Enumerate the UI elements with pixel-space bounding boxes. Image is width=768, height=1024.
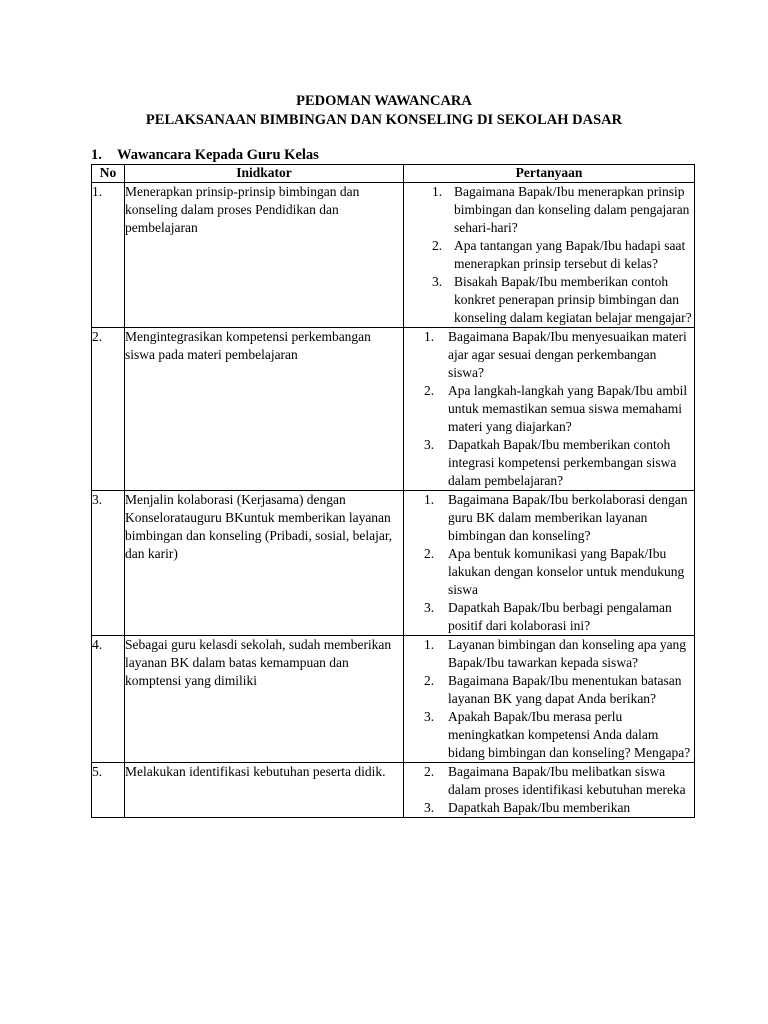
question-item <box>404 545 694 599</box>
section-title: Wawancara Kepada Guru Kelas <box>117 147 319 163</box>
question-number: 2. <box>424 764 435 779</box>
table-row <box>92 183 695 328</box>
question-number: 2. <box>424 673 435 688</box>
question-text: Bisakah Bapak/Ibu memberikan contoh konkret penerapan prinsip bimbingan dan konseling dalam kegiatan belajar mengajar? <box>454 274 692 325</box>
header-indikator: Inidkator <box>125 165 404 183</box>
question-text: Layanan bimbingan dan konseling apa yang Bapak/Ibu tawarkan kepada siswa? <box>448 637 687 670</box>
question-number: 3. <box>424 437 435 452</box>
question-item <box>404 672 694 708</box>
question-number: 2. <box>424 383 435 398</box>
question-item <box>404 237 694 273</box>
document-title: PEDOMAN WAWANCARA <box>296 93 472 109</box>
question-number: 1. <box>424 329 435 344</box>
question-text: Bagaimana Bapak/Ibu menyesuaikan materi ajar agar sesuai dengan perkembangan siswa? <box>448 329 687 380</box>
question-text: Apakah Bapak/Ibu merasa perlu meningkatkan kompetensi Anda dalam bidang bimbingan dan konseling? Mengapa? <box>448 709 691 760</box>
question-item <box>404 799 694 817</box>
question-number: 3. <box>424 600 435 615</box>
question-item <box>404 436 694 490</box>
question-text: Bagaimana Bapak/Ibu menentukan batasan layanan BK yang dapat Anda berikan? <box>448 673 682 706</box>
document-subtitle: PELAKSANAAN BIMBINGAN DAN KONSELING DI SEKOLAH DASAR <box>145 112 623 128</box>
question-item <box>404 599 694 635</box>
row-number: 4. <box>92 636 125 763</box>
question-list <box>404 491 694 635</box>
questions-cell <box>404 636 695 763</box>
question-number: 3. <box>424 800 435 815</box>
question-text: Dapatkah Bapak/Ibu berbagi pengalaman positif dari kolaborasi ini? <box>448 600 672 633</box>
question-number: 1. <box>424 637 435 652</box>
table-row <box>92 491 695 636</box>
question-number: 3. <box>424 709 435 724</box>
table-row <box>92 636 695 763</box>
question-number: 1. <box>432 184 443 199</box>
table-row <box>92 763 695 818</box>
question-item <box>404 183 694 237</box>
indikator-text: Menerapkan prinsip-prinsip bimbingan dan konseling dalam proses Pendidikan dan pembelajaran <box>125 183 404 328</box>
question-text: Bagaimana Bapak/Ibu melibatkan siswa dalam proses identifikasi kebutuhan mereka <box>448 764 686 797</box>
header-pertanyaan: Pertanyaan <box>404 165 695 183</box>
question-item <box>404 708 694 762</box>
indikator-text: Mengintegrasikan kompetensi perkembangan siswa pada materi pembelajaran <box>125 328 404 491</box>
section-heading <box>91 146 319 164</box>
question-list <box>404 636 694 762</box>
question-number: 1. <box>424 492 435 507</box>
question-item <box>404 382 694 436</box>
indikator-text: Menjalin kolaborasi (Kerjasama) dengan Konseloratauguru BKuntuk memberikan layanan bimbingan dan konseling (Pribadi, sosial, belajar, dan karir) <box>125 491 404 636</box>
question-text: Apa tantangan yang Bapak/Ibu hadapi saat menerapkan prinsip tersebut di kelas? <box>454 238 686 271</box>
indikator-text: Sebagai guru kelasdi sekolah, sudah memberikan layanan BK dalam batas kemampuan dan komptensi yang dimiliki <box>125 636 404 763</box>
question-list <box>404 763 694 817</box>
row-number: 3. <box>92 491 125 636</box>
question-number: 3. <box>432 274 443 289</box>
questions-cell <box>404 328 695 491</box>
section-number: 1. <box>91 147 102 163</box>
question-number: 2. <box>432 238 443 253</box>
row-number: 1. <box>92 183 125 328</box>
question-text: Apa bentuk komunikasi yang Bapak/Ibu lakukan dengan konselor untuk mendukung siswa <box>448 546 685 597</box>
indikator-text: Melakukan identifikasi kebutuhan peserta didik. <box>125 763 404 818</box>
header-no: No <box>92 165 125 183</box>
question-item <box>404 763 694 799</box>
question-item <box>404 328 694 382</box>
question-number: 2. <box>424 546 435 561</box>
question-item <box>404 273 694 327</box>
row-number: 2. <box>92 328 125 491</box>
interview-table <box>91 164 695 818</box>
question-item <box>404 636 694 672</box>
question-list <box>404 183 694 327</box>
question-text: Bagaimana Bapak/Ibu menerapkan prinsip bimbingan dan konseling dalam pengajaran sehari-hari? <box>454 184 690 235</box>
questions-cell <box>404 763 695 818</box>
question-text: Dapatkah Bapak/Ibu memberikan contoh integrasi kompetensi perkembangan siswa dalam pembelajaran? <box>448 437 677 488</box>
questions-cell <box>404 491 695 636</box>
row-number: 5. <box>92 763 125 818</box>
table-row <box>92 328 695 491</box>
table-header-row <box>92 165 695 183</box>
questions-cell <box>404 183 695 328</box>
question-text: Bagaimana Bapak/Ibu berkolaborasi dengan guru BK dalam memberikan layanan bimbingan dan konseling? <box>448 492 688 543</box>
question-text: Apa langkah-langkah yang Bapak/Ibu ambil untuk memastikan semua siswa memahami materi yang diajarkan? <box>448 383 688 434</box>
question-list <box>404 328 694 490</box>
question-item <box>404 491 694 545</box>
question-text: Dapatkah Bapak/Ibu memberikan <box>448 800 631 815</box>
